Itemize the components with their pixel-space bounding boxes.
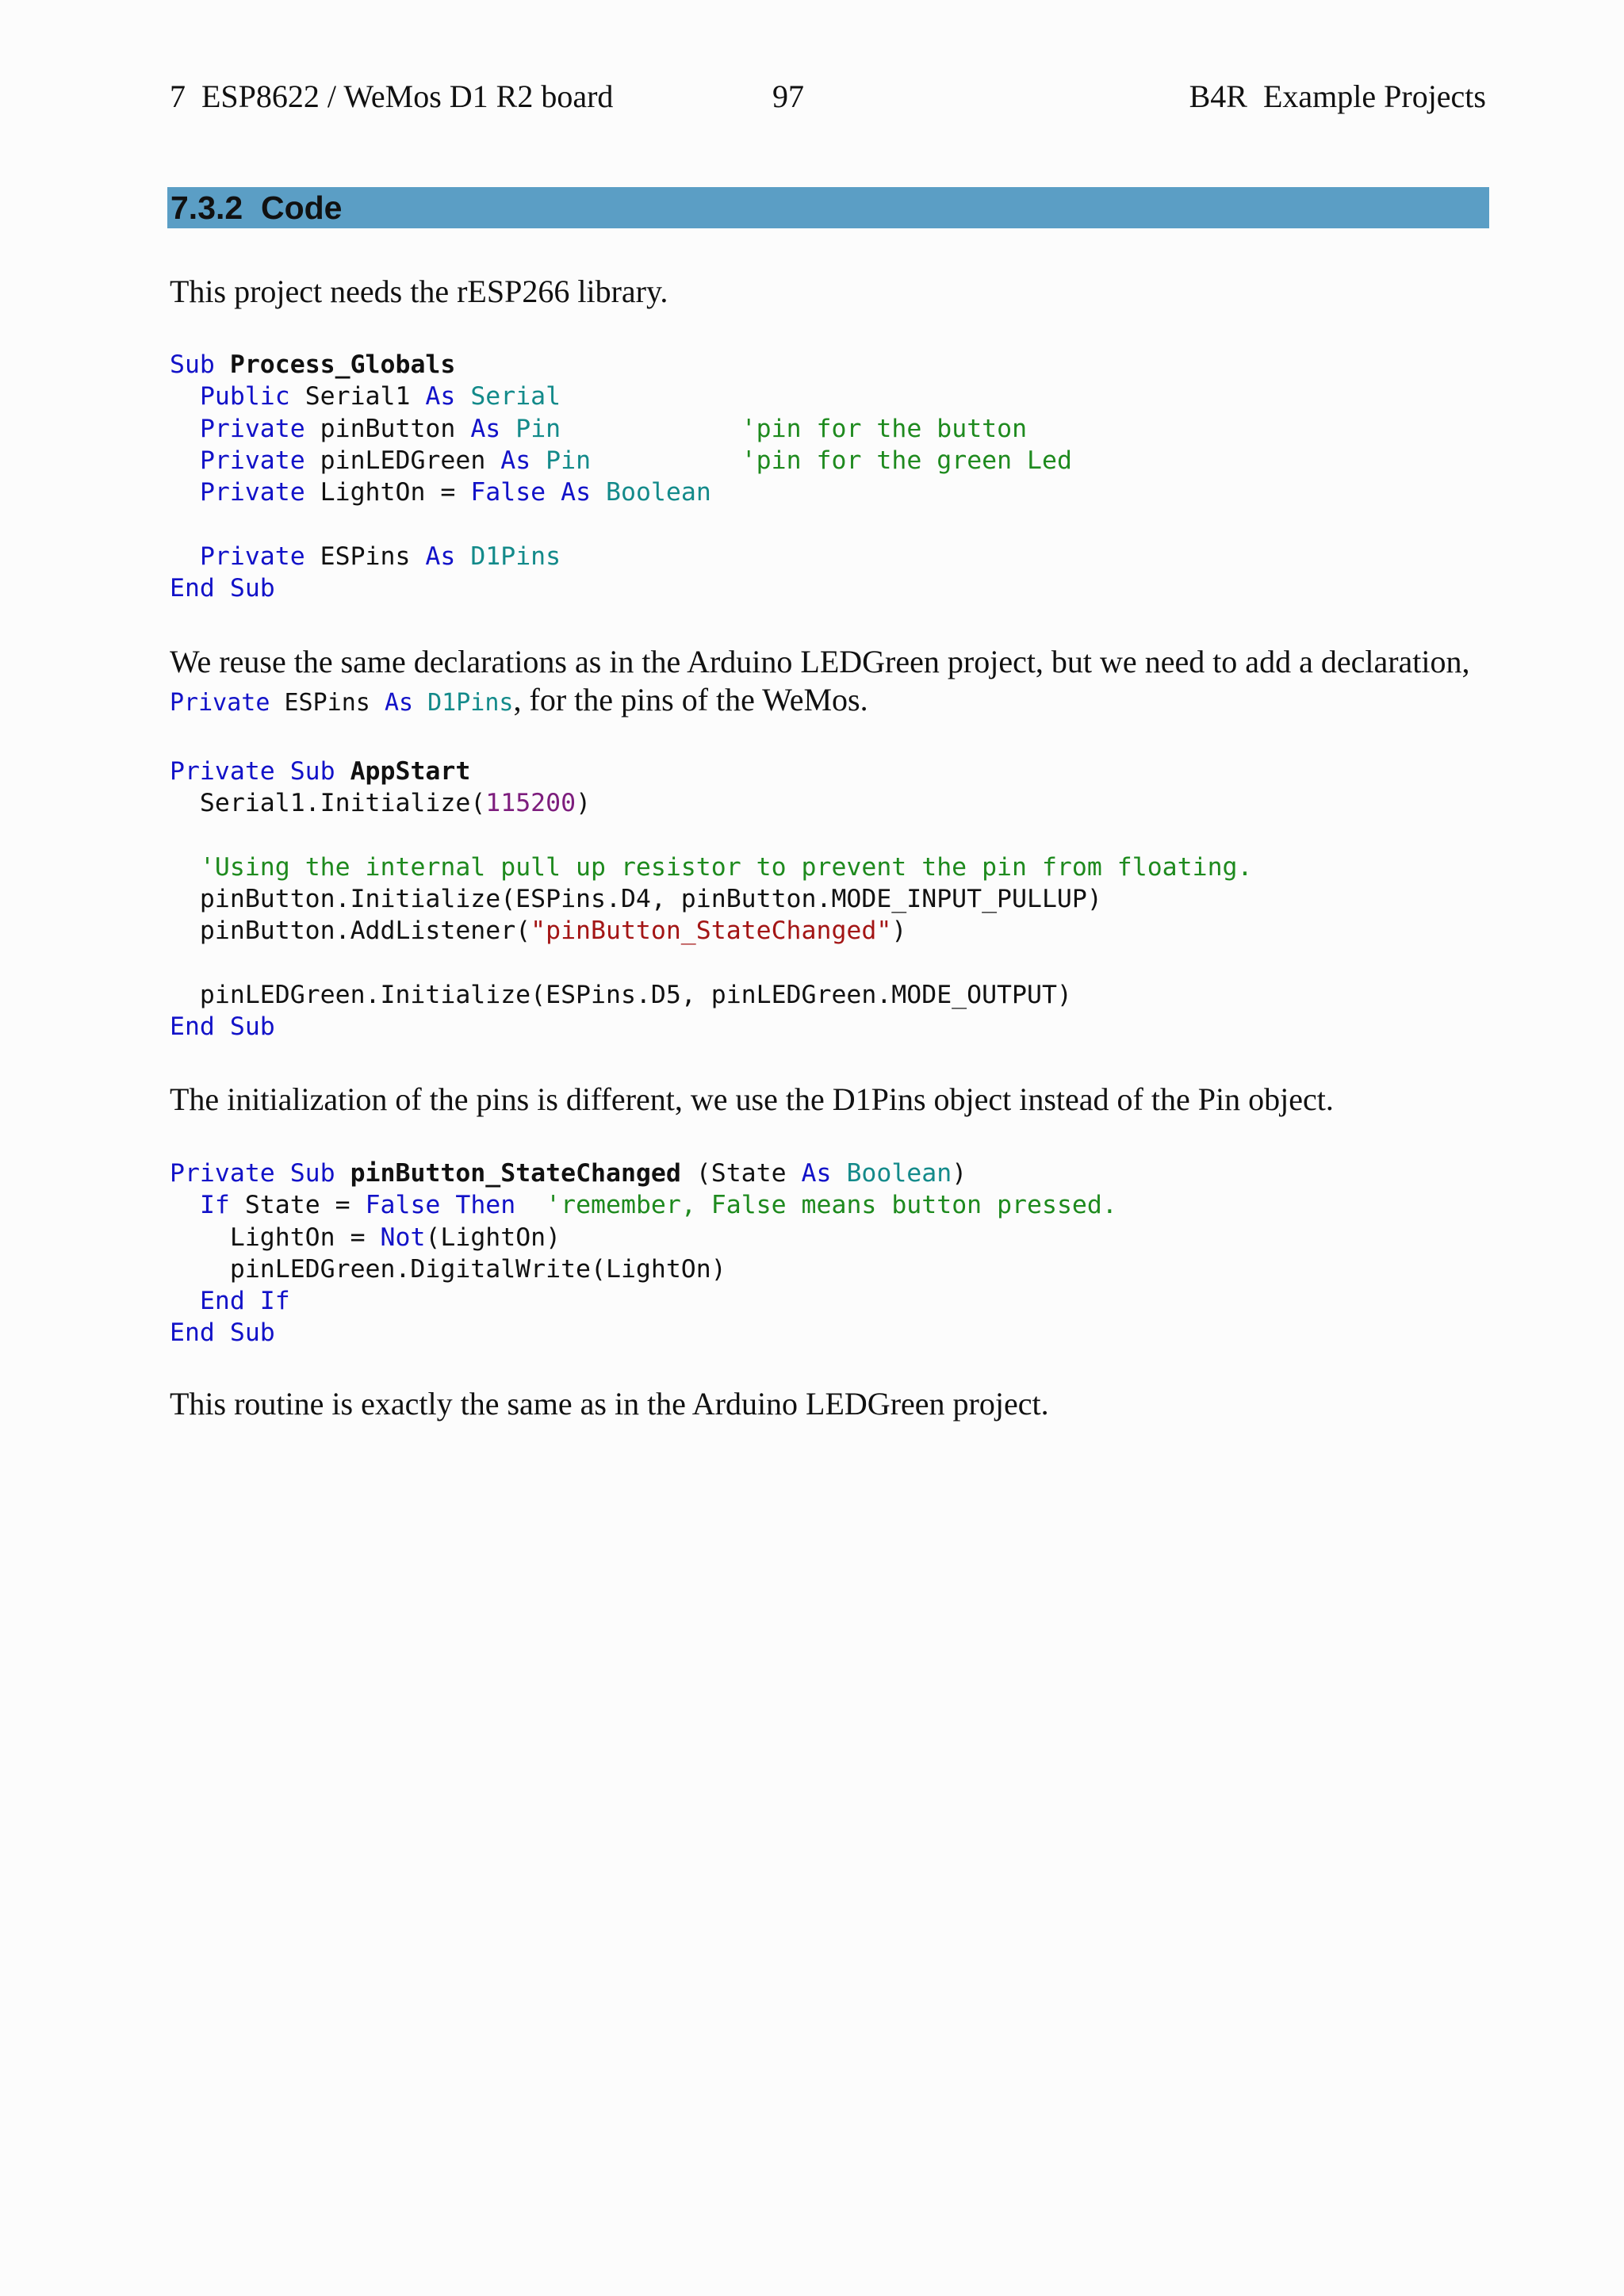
code-identifier: Process_Globals: [229, 350, 456, 379]
code-text: [170, 1191, 200, 1219]
code-line: [170, 979, 1252, 1011]
code-line: [170, 1011, 1252, 1043]
code-keyword: As: [425, 382, 456, 411]
code-line: [170, 915, 1252, 947]
code-text: [440, 1191, 455, 1219]
code-line: [170, 756, 1252, 787]
code-line: [170, 508, 1072, 540]
code-keyword: End If: [199, 1287, 290, 1316]
code-type: Boolean: [606, 478, 711, 507]
code-text: [335, 1159, 350, 1188]
code-line: [170, 1285, 1117, 1317]
code-text: ESPins: [304, 541, 426, 571]
header-chapter-title: 7 ESP8622 / WeMos D1 R2 board: [170, 78, 614, 114]
code-block-process-globals: [170, 349, 1072, 604]
code-block-statechanged: [170, 1158, 1117, 1349]
code-text: pinButton.Initialize(ESPins.D4, pinButton.MODE_INPUT_PULLUP): [170, 885, 1102, 914]
code-text: [831, 1159, 846, 1188]
code-keyword: As: [500, 446, 531, 475]
code-text: pinLEDGreen: [304, 446, 501, 475]
code-line: [170, 1317, 1117, 1349]
code-text: [500, 415, 515, 443]
code-keyword: End Sub: [170, 574, 275, 603]
code-line: [170, 572, 1072, 604]
header-page-number: 97: [772, 78, 804, 114]
code-keyword: If: [199, 1191, 230, 1220]
code-type: Boolean: [846, 1159, 952, 1188]
code-text: [455, 542, 470, 571]
code-text: State =: [229, 1191, 366, 1220]
code-number: 115200: [485, 789, 576, 818]
code-text: [170, 446, 200, 475]
code-type: D1Pins: [470, 541, 561, 571]
code-text: [170, 853, 200, 882]
code-text: [170, 1287, 200, 1315]
code-text: Serial1.Initialize(: [170, 789, 486, 818]
code-line: [170, 381, 1072, 412]
code-keyword: Not: [380, 1223, 426, 1252]
reuse-text-after: , for the pins of the WeMos.: [513, 682, 868, 718]
code-line: [170, 1222, 1117, 1253]
code-comment: 'Using the internal pull up resistor to prevent the pin from floating.: [199, 852, 1253, 882]
code-identifier: pinButton_StateChanged: [350, 1159, 681, 1188]
code-keyword: Private: [199, 414, 305, 443]
code-line: [170, 476, 1072, 508]
code-line: [170, 883, 1252, 915]
code-text: [591, 446, 741, 475]
code-text: ): [952, 1159, 967, 1188]
code-text: Serial1: [289, 382, 426, 411]
code-keyword: Public: [199, 382, 290, 411]
code-block-appstart: [170, 756, 1252, 1043]
code-type: Pin: [515, 414, 561, 443]
code-comment: 'pin for the button: [741, 414, 1028, 443]
code-keyword: End Sub: [170, 1318, 275, 1348]
code-keyword: False: [470, 478, 546, 507]
page-header: [170, 78, 1486, 122]
code-keyword: Private Sub: [170, 757, 335, 786]
inline-code-as: As: [384, 689, 414, 717]
init-paragraph: The initialization of the pins is different, we use the D1Pins object instead of the Pin object.: [170, 1081, 1334, 1117]
code-text: [591, 478, 606, 507]
code-text: [546, 478, 561, 507]
code-keyword: As: [801, 1159, 832, 1188]
code-type: Serial: [470, 382, 561, 411]
code-text: [455, 382, 470, 411]
code-keyword: Sub: [170, 350, 215, 379]
code-text: [170, 382, 200, 411]
routine-paragraph: This routine is exactly the same as in the Arduino LEDGreen project.: [170, 1386, 1049, 1422]
code-keyword: As: [425, 541, 456, 571]
code-line: [170, 445, 1072, 476]
code-text: [561, 415, 741, 443]
code-string: "pinButton_StateChanged": [530, 916, 892, 946]
code-line: [170, 1158, 1117, 1189]
code-text: [215, 350, 230, 379]
code-keyword: Private: [199, 541, 305, 571]
code-keyword: Private: [199, 478, 305, 507]
section-heading: 7.3.2 Code: [167, 187, 1489, 228]
code-keyword: As: [561, 478, 592, 507]
code-line: [170, 413, 1072, 445]
code-text: [335, 757, 350, 786]
intro-paragraph: This project needs the rESP266 library.: [170, 274, 668, 309]
code-keyword: False: [365, 1191, 441, 1220]
code-line: [170, 1189, 1117, 1221]
code-text: pinButton.AddListener(: [170, 916, 531, 946]
code-type: Pin: [546, 446, 592, 475]
code-keyword: Private: [199, 446, 305, 475]
code-line: [170, 349, 1072, 381]
code-text: (LightOn): [425, 1223, 561, 1252]
code-line: [170, 1253, 1117, 1285]
inline-code-declaration: [170, 689, 514, 717]
code-line: [170, 947, 1252, 979]
code-line: [170, 820, 1252, 851]
code-text: LightOn =: [170, 1223, 381, 1252]
code-comment: 'remember, False means button pressed.: [546, 1191, 1117, 1220]
header-book-title: B4R Example Projects: [1189, 78, 1486, 114]
code-text: [530, 446, 546, 475]
inline-code-espins: ESPins: [270, 689, 385, 717]
code-text: pinButton: [304, 414, 471, 443]
code-text: pinLEDGreen.Initialize(ESPins.D5, pinLEDGreen.MODE_OUTPUT): [170, 981, 1072, 1010]
code-comment: 'pin for the green Led: [741, 446, 1072, 475]
inline-code-space: [413, 689, 427, 717]
code-text: ): [891, 916, 907, 946]
code-text: [515, 1191, 546, 1219]
inline-code-d1pins: D1Pins: [427, 689, 514, 717]
code-keyword: As: [470, 414, 501, 443]
code-line: [170, 541, 1072, 572]
code-line: [170, 851, 1252, 883]
code-text: (State: [680, 1159, 802, 1188]
code-text: [170, 415, 200, 443]
code-keyword: Private Sub: [170, 1159, 335, 1188]
code-identifier: AppStart: [350, 757, 471, 786]
reuse-paragraph: [170, 643, 1486, 722]
reuse-text-before: We reuse the same declarations as in the Arduino LEDGreen project, but we need to add a declaration,: [170, 644, 1470, 679]
code-text: pinLEDGreen.DigitalWrite(LightOn): [170, 1254, 726, 1284]
code-keyword: Then: [455, 1191, 516, 1220]
code-keyword: End Sub: [170, 1012, 275, 1042]
inline-code-private: Private: [170, 689, 270, 717]
code-text: [170, 478, 200, 507]
code-line: [170, 787, 1252, 819]
code-text: [170, 542, 200, 571]
code-text: ): [576, 789, 592, 818]
code-text: LightOn =: [304, 478, 471, 507]
